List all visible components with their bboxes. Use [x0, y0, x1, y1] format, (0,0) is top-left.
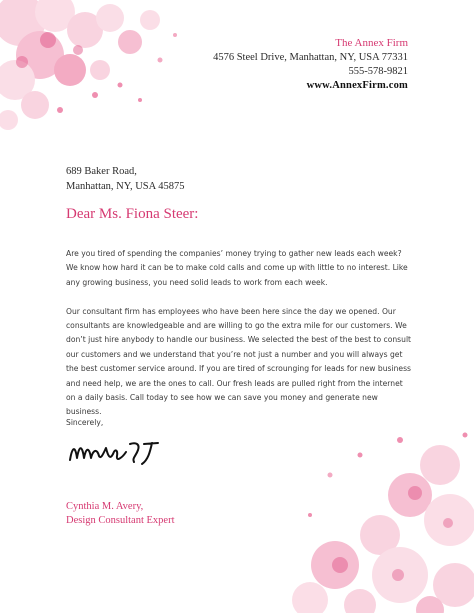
sender-block	[66, 500, 175, 528]
recipient-address	[66, 164, 185, 194]
sender-title: Design Consultant Expert	[66, 515, 175, 526]
firm-phone: 555-578-9821	[348, 66, 408, 77]
body-paragraph-2: Our consultant firm has employees who have been here since the day we opened. Our consultants are knowledgeable and are willing to go the extra mile for our customers. We don’t just hire anybody to handle our business. We selected the best of the best to consult our customers and we understand that you’re not just a number and you will always get the best customer service around. If you are tired of scrounging for leads for new business and need help, we are the ones to call. Our fresh leads are pulled right from the internet on a daily basis. Call today to see how we can save you money and generate new business.	[66, 306, 412, 417]
floral-decoration-top	[0, 0, 200, 150]
sender-name: Cynthia M. Avery,	[66, 501, 144, 512]
floral-decoration-bottom	[280, 425, 474, 613]
recipient-line-1: 689 Baker Road,	[66, 166, 137, 177]
closing: Sincerely,	[66, 418, 104, 427]
letter-body	[66, 247, 412, 434]
salutation: Dear Ms. Fiona Steer:	[66, 206, 199, 222]
body-paragraph-1: Are you tired of spending the companies’ money trying to gather new leads each week? We know how hard it can be to make cold calls and come up with little to no interest. Like any growing business, you need solid leads to work from each week.	[66, 249, 408, 287]
firm-address: 4576 Steel Drive, Manhattan, NY, USA 77331	[213, 52, 408, 63]
firm-website: www.AnnexFirm.com	[306, 80, 408, 91]
firm-header	[213, 36, 408, 93]
recipient-line-2: Manhattan, NY, USA 45875	[66, 181, 185, 192]
firm-name: The Annex Firm	[335, 37, 408, 49]
handwritten-signature	[66, 430, 166, 470]
